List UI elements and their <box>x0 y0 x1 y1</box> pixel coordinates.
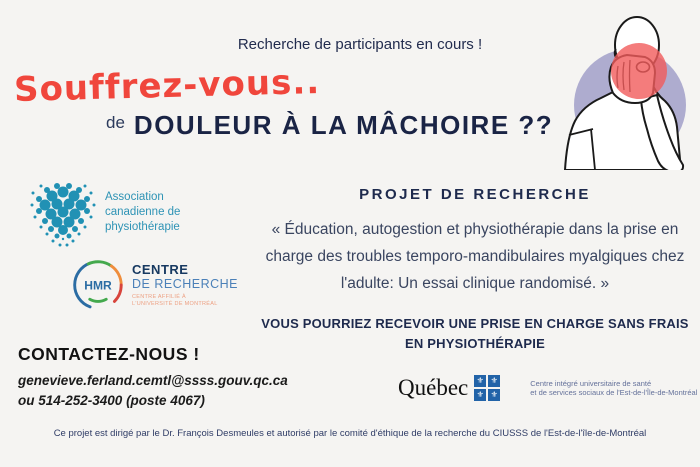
hmr-logo-text: CENTRE DE RECHERCHE CENTRE AFFILIÉ À L'UNIVERSITÉ DE MONTRÉAL <box>132 262 239 307</box>
fleur-de-lis-icon: ⚜ <box>474 375 486 387</box>
contact-section <box>18 344 288 410</box>
acp-logo <box>27 179 180 251</box>
fleur-de-lis-icon: ⚜ <box>474 389 486 401</box>
acp-logo-text: Association canadienne de physiothérapie <box>105 191 181 233</box>
research-section <box>260 186 690 354</box>
fleur-de-lis-icon: ⚜ <box>488 375 500 387</box>
headline-de: de <box>106 113 125 132</box>
quebec-wordmark: Québec <box>398 375 469 400</box>
banner-text: Recherche de participants en cours ! <box>237 36 483 53</box>
acp-heart-dots-icon <box>27 179 99 251</box>
quebec-flag-icon <box>474 375 500 401</box>
research-benefit: VOUS POURRIEZ RECEVOIR UNE PRISE EN CHARGE SANS FRAIS EN PHYSIOTHÉRAPIE <box>261 316 689 351</box>
ciusss-org-name: Centre intégré universitaire de santé et de services sociaux de l'Est-de-l'Île-de-Montréal <box>530 378 698 397</box>
fleur-de-lis-icon: ⚜ <box>488 389 500 401</box>
ethics-footnote: Ce projet est dirigé par le Dr. François Desmeules et autorisé par le comité d'éthique de la recherche du CIUSSS de l'Est-de-l'île-de-Montréal <box>53 428 647 439</box>
contact-email: genevieve.ferland.cemtl@ssss.gouv.qc.ca <box>18 373 288 388</box>
research-heading: PROJET DE RECHERCHE <box>359 186 591 203</box>
person-jaw-pain-illustration <box>555 5 700 170</box>
contact-phone: ou 514-252-3400 (poste 4067) <box>18 392 205 408</box>
hmr-logo <box>69 256 238 314</box>
contact-heading: CONTACTEZ-NOUS ! <box>18 344 200 364</box>
hmr-circle-icon <box>69 256 127 314</box>
quebec-gov-logo <box>398 375 697 401</box>
headline-main <box>106 110 553 141</box>
hmr-acronym: HMR <box>84 278 112 293</box>
research-quote: « Éducation, autogestion et physiothérapie dans la prise en charge des troubles temporo-mandibulaires myalgiques chez l'adulte: Un essai clinique randomisé. » <box>265 221 685 292</box>
headline-red: Souffrez-vous.. <box>13 61 321 111</box>
headline-jaw-pain: DOULEUR À LA MÂCHOIRE ?? <box>133 110 554 140</box>
